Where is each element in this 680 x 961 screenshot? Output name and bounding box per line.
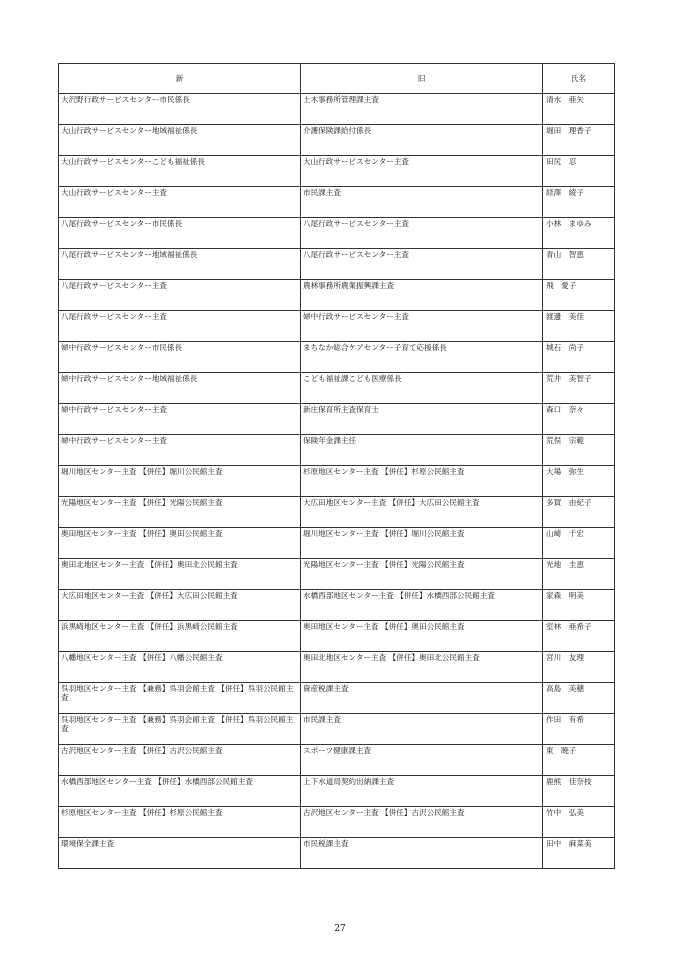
table-row: [59, 559, 615, 590]
cell-new-position: 奥田北地区センター主査 【併任】奥田北公民館主査: [59, 559, 301, 590]
table-row: [59, 683, 615, 714]
cell-old-position: 大山行政サービスセンター主査: [301, 156, 543, 187]
cell-new-position: 大広田地区センター主査 【併任】大広田公民館主査: [59, 590, 301, 621]
table-row: [59, 249, 615, 280]
cell-new-position: 奥田地区センター主査 【併任】奥田公民館主査: [59, 528, 301, 559]
table-row: [59, 125, 615, 156]
cell-old-position: 資産税課主査: [301, 683, 543, 714]
cell-name: 作田 有希: [543, 714, 615, 745]
table-row: [59, 807, 615, 838]
cell-new-position: 大山行政サービスセンターこども福祉係長: [59, 156, 301, 187]
cell-old-position: 杉原地区センター主査 【併任】杉原公民館主査: [301, 466, 543, 497]
cell-new-position: 水橋西部地区センター主査 【併任】水橋西部公民館主査: [59, 776, 301, 807]
page-number: 27: [334, 924, 346, 934]
table-row: [59, 156, 615, 187]
table-row: [59, 466, 615, 497]
header-old: 旧: [301, 64, 543, 94]
cell-old-position: 奥田地区センター主査 【併任】奥田公民館主査: [301, 621, 543, 652]
table-row: [59, 714, 615, 745]
table-row: [59, 373, 615, 404]
table-row: [59, 218, 615, 249]
table-row: [59, 528, 615, 559]
cell-old-position: 市民課主査: [301, 714, 543, 745]
cell-old-position: 上下水道局契約出納課主査: [301, 776, 543, 807]
cell-name: 森口 奈々: [543, 404, 615, 435]
cell-name: 経澤 綾子: [543, 187, 615, 218]
cell-name: 室林 亜希子: [543, 621, 615, 652]
table-row: [59, 652, 615, 683]
cell-new-position: 八尾行政サービスセンター主査: [59, 311, 301, 342]
cell-old-position: こども福祉課こども医療係長: [301, 373, 543, 404]
cell-old-position: 水橋西部地区センター主査 【併任】水橋西部公民館主査: [301, 590, 543, 621]
cell-name: 家森 明美: [543, 590, 615, 621]
cell-name: 荒井 美智子: [543, 373, 615, 404]
header-name: 氏名: [543, 64, 615, 94]
cell-new-position: 大沢野行政サービスセンター市民係長: [59, 94, 301, 125]
cell-old-position: 市民税課主査: [301, 838, 543, 869]
cell-name: 堀田 理香子: [543, 125, 615, 156]
cell-new-position: 八尾行政サービスセンター地域福祉係長: [59, 249, 301, 280]
personnel-table: [58, 63, 615, 869]
cell-old-position: 保険年金課主任: [301, 435, 543, 466]
cell-new-position: 婦中行政サービスセンター地域福祉係長: [59, 373, 301, 404]
cell-old-position: 市民課主査: [301, 187, 543, 218]
cell-new-position: 大山行政サービスセンター主査: [59, 187, 301, 218]
cell-name: 田中 麻菜美: [543, 838, 615, 869]
cell-name: 竹中 弘美: [543, 807, 615, 838]
cell-new-position: 婦中行政サービスセンター主査: [59, 404, 301, 435]
table-row: [59, 311, 615, 342]
cell-name: 飛 愛子: [543, 280, 615, 311]
cell-name: 城石 尚子: [543, 342, 615, 373]
table-row: [59, 404, 615, 435]
cell-new-position: 八尾行政サービスセンター市民係長: [59, 218, 301, 249]
cell-old-position: 新庄保育所主査保育士: [301, 404, 543, 435]
cell-name: 光地 圭恵: [543, 559, 615, 590]
table-row: [59, 776, 615, 807]
cell-new-position: 婦中行政サービスセンター主査: [59, 435, 301, 466]
cell-new-position: 堀川地区センター主査 【併任】堀川公民館主査: [59, 466, 301, 497]
cell-new-position: 環境保全課主査: [59, 838, 301, 869]
cell-old-position: 八尾行政サービスセンター主査: [301, 218, 543, 249]
table-row: [59, 435, 615, 466]
table-row: [59, 280, 615, 311]
cell-new-position: 婦中行政サービスセンター市民係長: [59, 342, 301, 373]
cell-old-position: 婦中行政サービスセンター主査: [301, 311, 543, 342]
cell-old-position: 光陽地区センター主査 【併任】光陽公民館主査: [301, 559, 543, 590]
cell-name: 山崎 千宏: [543, 528, 615, 559]
cell-old-position: 古沢地区センター主査 【併任】古沢公民館主査: [301, 807, 543, 838]
table-row: [59, 838, 615, 869]
cell-new-position: 呉羽地区センター主査 【兼務】呉羽会館主査 【併任】呉羽公民館主査: [59, 714, 301, 745]
cell-old-position: 介護保険課給付係長: [301, 125, 543, 156]
cell-name: 宮川 友理: [543, 652, 615, 683]
cell-name: 大場 弥生: [543, 466, 615, 497]
cell-new-position: 呉羽地区センター主査 【兼務】呉羽会館主査 【併任】呉羽公民館主査: [59, 683, 301, 714]
cell-name: 小林 まゆみ: [543, 218, 615, 249]
table-row: [59, 94, 615, 125]
cell-old-position: 土木事務所管理課主査: [301, 94, 543, 125]
cell-old-position: まちなか総合ケアセンター子育て応援係長: [301, 342, 543, 373]
cell-name: 多賀 由紀子: [543, 497, 615, 528]
cell-old-position: スポーツ健康課主査: [301, 745, 543, 776]
cell-old-position: 堀川地区センター主査 【併任】堀川公民館主査: [301, 528, 543, 559]
table-body: [59, 94, 615, 869]
cell-old-position: 八尾行政サービスセンター主査: [301, 249, 543, 280]
cell-old-position: 大広田地区センター主査 【併任】大広田公民館主査: [301, 497, 543, 528]
cell-name: 青山 智恵: [543, 249, 615, 280]
table-row: [59, 621, 615, 652]
cell-new-position: 八尾行政サービスセンター主査: [59, 280, 301, 311]
cell-name: 清水 亜矢: [543, 94, 615, 125]
header-row: [59, 64, 615, 94]
cell-new-position: 大山行政サービスセンター地域福祉係長: [59, 125, 301, 156]
cell-new-position: 杉原地区センター主査 【併任】杉原公民館主査: [59, 807, 301, 838]
header-new: 新: [59, 64, 301, 94]
cell-name: 東 暁子: [543, 745, 615, 776]
table-row: [59, 187, 615, 218]
cell-new-position: 浜黒崎地区センター主査 【併任】浜黒崎公民館主査: [59, 621, 301, 652]
table-row: [59, 342, 615, 373]
cell-name: 高島 美穂: [543, 683, 615, 714]
table-row: [59, 590, 615, 621]
cell-new-position: 光陽地区センター主査 【併任】光陽公民館主査: [59, 497, 301, 528]
cell-name: 鹿熊 佳奈枝: [543, 776, 615, 807]
cell-old-position: 奥田北地区センター主査 【併任】奥田北公民館主査: [301, 652, 543, 683]
cell-name: 荒俣 宗範: [543, 435, 615, 466]
cell-new-position: 八幡地区センター主査 【併任】八幡公民館主査: [59, 652, 301, 683]
cell-name: 田尻 忍: [543, 156, 615, 187]
cell-new-position: 古沢地区センター主査 【併任】古沢公民館主査: [59, 745, 301, 776]
cell-name: 渡邊 美佳: [543, 311, 615, 342]
table-row: [59, 497, 615, 528]
cell-old-position: 農林事務所農業振興課主査: [301, 280, 543, 311]
table-row: [59, 745, 615, 776]
